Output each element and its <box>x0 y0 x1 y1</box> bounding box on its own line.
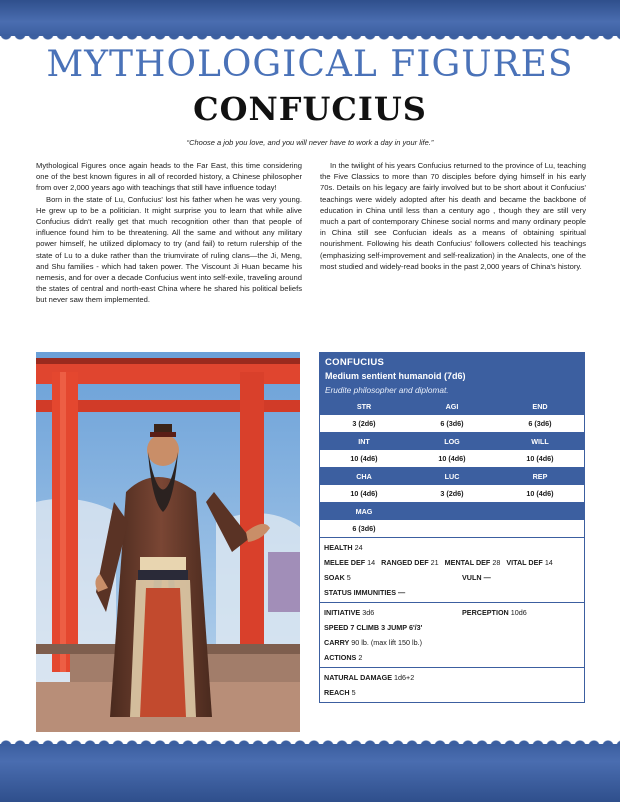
statblock-type: Medium sentient humanoid (7d6) <box>325 371 466 381</box>
health-label: HEALTH <box>324 543 353 552</box>
reach-label: REACH <box>324 688 350 697</box>
attr-value: 10 (4d6) <box>320 450 408 468</box>
attr-value: 10 (4d6) <box>320 485 408 503</box>
carry-label: CARRY <box>324 638 350 647</box>
attr-header: LUC <box>408 468 496 485</box>
movement-section <box>320 602 584 667</box>
initiative-label: INITIATIVE <box>324 608 361 617</box>
natural-damage-label: NATURAL DAMAGE <box>324 673 393 682</box>
melee-def-label: MELEE DEF <box>324 558 366 567</box>
ranged-def-value: 21 <box>430 558 439 567</box>
top-border-band <box>0 0 620 36</box>
vuln-label: VULN <box>462 573 482 582</box>
status-immunities-value: — <box>398 588 406 597</box>
vuln-value: — <box>483 573 491 582</box>
perception-label: PERCEPTION <box>462 608 509 617</box>
vital-def-value: 14 <box>544 558 553 567</box>
actions-value: 2 <box>358 653 363 662</box>
paragraph: In the twilight of his years Confucius returned to the province of Lu, teaching the Five Classics to more than 70 disciples before dying himself in his early 70s. Details on his legacy are fairly involved but to be short about it Confucius' teachings were widely adopted after his death and became the backbone of education in China until less than a century ago , though they are still very much a part of contemporary Chinese social norms and many ordinary people in China still see Confucian ideals as a means of obtaining spiritual nourishment. Following his death Confucius' followers collected his teachings (emphasizing self-improvement and self-realization) in the Analects, one of the most studied and widely-read books in the past 2,000 years of China's history. <box>320 161 586 271</box>
attr-header: MAG <box>320 503 408 520</box>
speed-line: SPEED 7 CLIMB 3 JUMP 6'/3' <box>324 623 423 632</box>
attr-header: REP <box>496 468 584 485</box>
soak-label: SOAK <box>324 573 345 582</box>
initiative-value: 3d6 <box>362 608 375 617</box>
attr-header: STR <box>320 398 408 415</box>
defense-section <box>320 537 584 602</box>
attr-value: 6 (3d6) <box>408 415 496 433</box>
statblock-description: Erudite philosopher and diplomat. <box>325 385 449 395</box>
status-immunities-label: STATUS IMMUNITIES <box>324 588 397 597</box>
attr-header-empty <box>408 503 496 520</box>
attr-value-empty <box>408 520 496 537</box>
mental-def-label: MENTAL DEF <box>444 558 491 567</box>
attr-value: 10 (4d6) <box>496 450 584 468</box>
attack-section <box>320 667 584 702</box>
paragraph: Mythological Figures once again heads to the Far East, this time considering one of the best known figures in all of recorded history, a Chinese philosopher from over 2,000 years ago with teachings that still have influence today! <box>36 161 302 193</box>
attr-value: 3 (2d6) <box>320 415 408 433</box>
soak-value: 5 <box>346 573 351 582</box>
bottom-border-band <box>0 744 620 802</box>
perception-value: 10d6 <box>510 608 527 617</box>
vital-def-label: VITAL DEF <box>506 558 543 567</box>
statblock <box>319 352 585 703</box>
attr-header: END <box>496 398 584 415</box>
attr-header: WILL <box>496 433 584 450</box>
statblock-name: CONFUCIUS <box>325 357 385 368</box>
right-text-column <box>320 160 586 272</box>
carry-value: 90 lb. (max lift 150 lb.) <box>351 638 423 647</box>
melee-def-value: 14 <box>367 558 376 567</box>
epigraph-quote: “Choose a job you love, and you will never have to work a day in your life.” <box>186 138 434 147</box>
attr-header: AGI <box>408 398 496 415</box>
statblock-header <box>320 353 584 398</box>
attribute-grid <box>320 398 584 537</box>
attr-value: 10 (4d6) <box>496 485 584 503</box>
attr-header: CHA <box>320 468 408 485</box>
attr-value: 6 (3d6) <box>496 415 584 433</box>
mental-def-value: 28 <box>492 558 501 567</box>
attr-value: 10 (4d6) <box>408 450 496 468</box>
actions-label: ACTIONS <box>324 653 357 662</box>
left-text-column <box>36 160 302 306</box>
natural-damage-value: 1d6+2 <box>394 673 415 682</box>
attr-header-empty <box>496 503 584 520</box>
attr-header: LOG <box>408 433 496 450</box>
page-title: MYTHOLOGICAL FIGURES <box>46 44 574 85</box>
attr-value: 3 (2d6) <box>408 485 496 503</box>
health-value: 24 <box>354 543 363 552</box>
ranged-def-label: RANGED DEF <box>381 558 429 567</box>
paragraph: Born in the state of Lu, Confucius' lost his father when he was very young. He grew up to be a politician. It might surprise you to learn that while alive Confucius didn't really get that much recognition other than that people of influence found him to be threatening. All the same and without any military power himself, he utilized diplomacy to try (and fail) to return rulership of the state of Lu to a duke rather than the triumvirate of ruling clans—the Ji, Meng, and Shu families - which had taken power. The Viscount Ji Huan became his nemesis, and for over a decade Confucius went into self-exile, traveling around the states of central and north-east China where he shared his political beliefs but never saw them implemented. <box>36 194 302 305</box>
attr-value-empty <box>496 520 584 537</box>
page-subtitle: CONFUCIUS <box>193 90 427 128</box>
reach-value: 5 <box>351 688 356 697</box>
attr-value: 6 (3d6) <box>320 520 408 537</box>
confucius-illustration <box>36 352 300 732</box>
attr-header: INT <box>320 433 408 450</box>
